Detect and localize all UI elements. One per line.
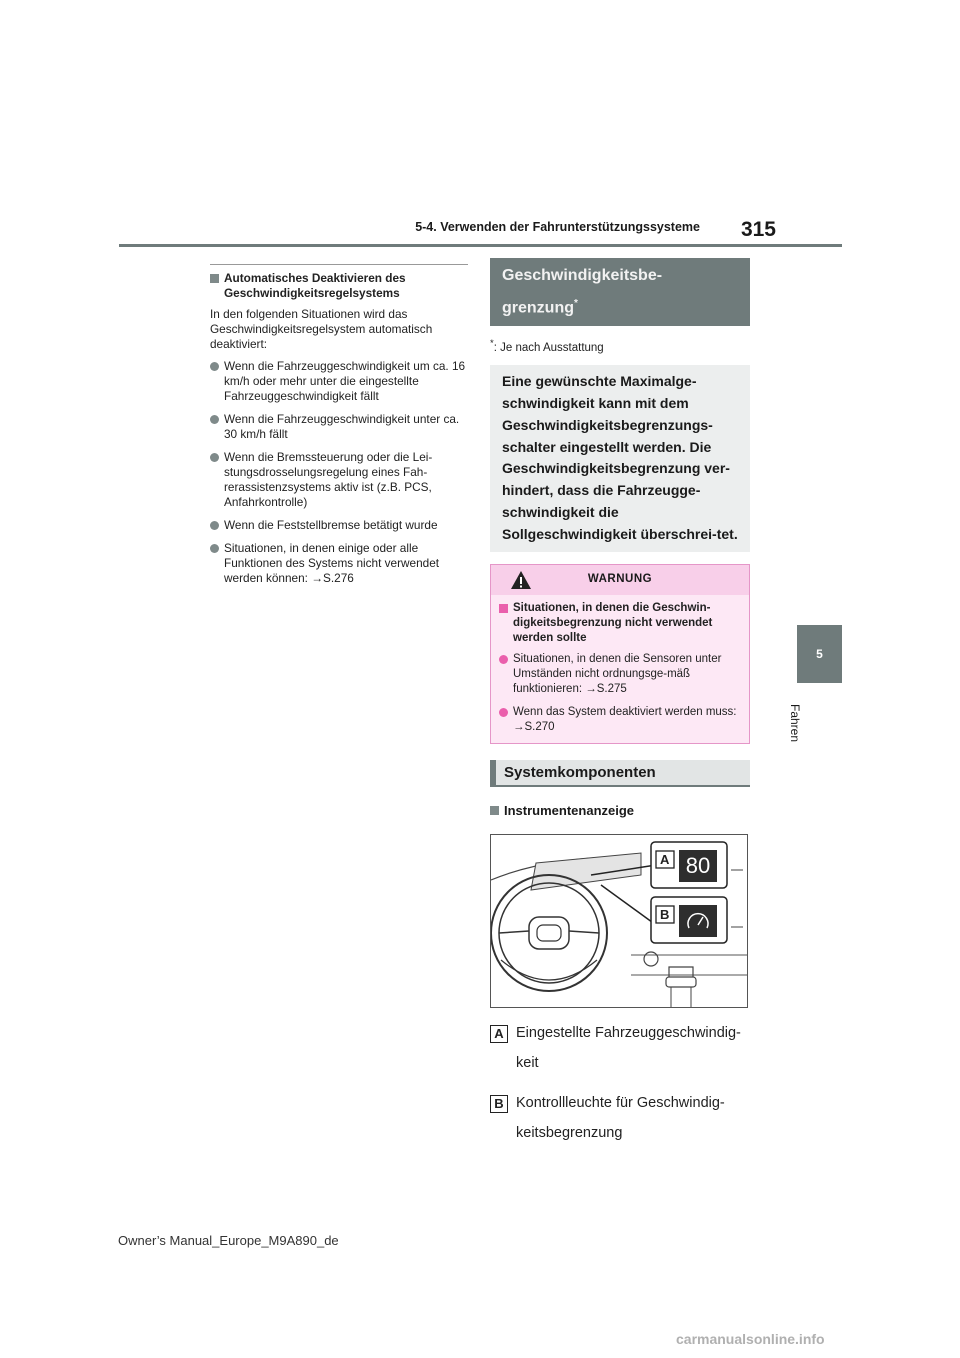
heading-line-2 bbox=[502, 290, 738, 322]
list-item bbox=[210, 450, 468, 510]
bullet-dot-icon bbox=[210, 415, 219, 424]
speed-readout: 80 bbox=[685, 852, 711, 878]
legend-tag: B bbox=[490, 1095, 508, 1113]
warning-list-item bbox=[499, 652, 741, 697]
watermark[interactable]: carmanualsonline.info bbox=[676, 1331, 825, 1347]
right-column bbox=[490, 258, 750, 1148]
list-item-text: Wenn die Bremssteuerung oder die Lei-stungsdrosselungsregelung eines Fah-rerassistenzsystems aktiv ist (z.B. PCS, Anfahrkontrolle) bbox=[224, 450, 433, 509]
list-item bbox=[210, 359, 468, 404]
legend-text bbox=[516, 1018, 741, 1078]
legend-text-line: Eingestellte Fahrzeuggeschwindig- bbox=[516, 1024, 741, 1041]
list-item bbox=[210, 518, 468, 533]
bullet-dot-icon bbox=[210, 362, 219, 371]
dashboard-illustration bbox=[490, 834, 748, 1008]
section-divider bbox=[210, 264, 468, 265]
system-components-heading: Systemkomponenten bbox=[490, 760, 750, 787]
instrument-display-subheading bbox=[490, 803, 750, 818]
list-item-text: Wenn die Feststellbremse betätigt wurde bbox=[224, 518, 438, 532]
list-item-text: Situationen, in denen einige oder alle Funktionen des Systems nicht verwendet werden können: →S.276 bbox=[224, 541, 440, 585]
subheading-auto-deactivation bbox=[210, 271, 468, 301]
left-column bbox=[210, 264, 468, 594]
chapter-label bbox=[781, 693, 809, 753]
legend-text-line: Kontrollleuchte für Geschwindig- bbox=[516, 1094, 725, 1111]
bullet-dot-icon bbox=[499, 708, 508, 717]
bullet-dot-icon bbox=[210, 453, 219, 462]
speed-limiter-heading bbox=[490, 258, 750, 326]
intro-box: Eine gewünschte Maximalge-schwindigkeit kann mit dem Geschwindigkeitsbegrenzungs-schalter eingestellt werden. Die Geschwindigkeitsbegrenzung ver-hindert, dass die Fahrzeugge-schwindigkeit die Sollgeschwindigkeit überschrei-tet. bbox=[490, 365, 750, 551]
legend-item-a bbox=[490, 1024, 750, 1078]
footnote bbox=[490, 338, 750, 354]
warning-list-item bbox=[499, 705, 741, 735]
list-item bbox=[210, 541, 468, 586]
list-item-text: Wenn die Fahrzeuggeschwindigkeit unter ca. 30 km/h fällt bbox=[224, 412, 460, 441]
square-bullet-icon bbox=[499, 604, 508, 613]
subheading-text: Automatisches Deaktivieren des Geschwindigkeitsregelsystems bbox=[224, 271, 406, 300]
chapter-tab[interactable]: 5 bbox=[797, 625, 842, 683]
header-rule bbox=[119, 244, 842, 247]
list-item-text: Wenn die Fahrzeuggeschwindigkeit um ca. 16 km/h oder mehr unter die eingestellte Fahrzeuggeschwindigkeit fällt bbox=[224, 359, 466, 403]
footer-text: Owner’s Manual_Europe_M9A890_de bbox=[118, 1233, 339, 1248]
bullet-dot-icon bbox=[499, 655, 508, 664]
page-number: 315 bbox=[740, 218, 776, 241]
warning-item-text: Situationen, in denen die Sensoren unter Umständen nicht ordnungsge-mäß funktionieren: →S.275 bbox=[513, 652, 722, 695]
legend-tag: A bbox=[490, 1025, 508, 1043]
square-bullet-icon bbox=[490, 806, 499, 815]
warning-title: WARNUNG bbox=[587, 572, 653, 585]
subheading-text: Instrumentenanzeige bbox=[504, 802, 635, 818]
square-bullet-icon bbox=[210, 274, 219, 283]
warning-heading bbox=[499, 601, 741, 646]
bullet-dot-icon bbox=[210, 521, 219, 530]
list-item bbox=[210, 412, 468, 442]
legend-text-line: keit bbox=[516, 1054, 539, 1071]
callout-a-label: A bbox=[660, 851, 670, 867]
warning-item-text: Wenn das System deaktiviert werden muss: →S.270 bbox=[513, 705, 737, 733]
legend-text bbox=[516, 1088, 725, 1148]
intro-paragraph: In den folgenden Situationen wird das Geschwindigkeitsregelsystem automatisch deaktiviert: bbox=[210, 307, 433, 351]
footnote-text: : Je nach Ausstattung bbox=[493, 342, 604, 355]
footnote-mark: * bbox=[490, 338, 494, 350]
warning-header bbox=[491, 565, 749, 595]
warning-box bbox=[490, 564, 750, 744]
heading-line-1: Geschwindigkeitsbe- bbox=[502, 267, 663, 284]
heading-line-2-text: grenzung bbox=[502, 299, 574, 317]
chapter-label-text: Fahren bbox=[788, 703, 802, 743]
bullet-dot-icon bbox=[210, 544, 219, 553]
warning-body bbox=[491, 595, 749, 743]
footnote-marker: * bbox=[574, 298, 578, 309]
legend-item-b bbox=[490, 1094, 750, 1148]
legend-text-line: keitsbegrenzung bbox=[516, 1124, 623, 1141]
section-title: 5-4. Verwenden der Fahrunterstützungssysteme bbox=[415, 220, 700, 234]
warning-heading-text: Situationen, in denen die Geschwin-digkeitsbegrenzung nicht verwendet werden sollte bbox=[513, 601, 713, 644]
callout-b-label: B bbox=[660, 906, 670, 922]
